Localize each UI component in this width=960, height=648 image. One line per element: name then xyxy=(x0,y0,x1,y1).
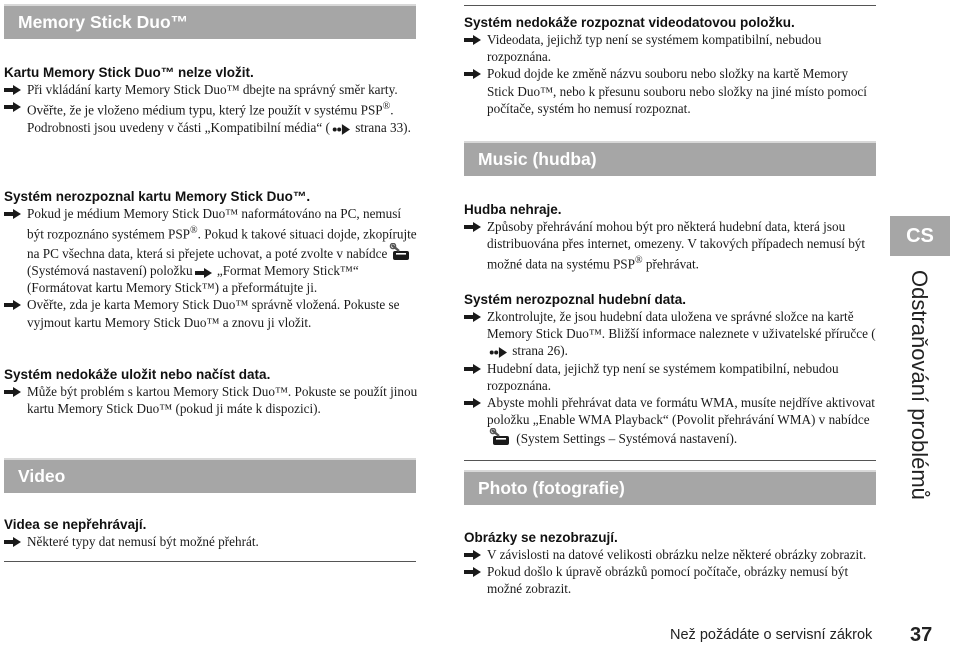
list-item xyxy=(464,394,878,448)
bullet-arrow-icon xyxy=(464,398,481,408)
item-text: „Format Memory Stick™“ (Formátovat kartu Memory Stick™) a přeformátujte ji. xyxy=(27,263,359,296)
item-text: Hudební data, jejichž typ není se systémem kompatibilní, nebudou rozpoznána. xyxy=(487,360,839,393)
band-title: Photo (fotografie) xyxy=(478,478,625,498)
item-text: Pokud dojde ke změně názvu souboru nebo složky na kartě Memory Stick Duo™, nebo k přesunu souboru nebo složky na jiné místo pomocí počítače, systém ho nemusí rozpoznat. xyxy=(487,66,867,116)
list-item xyxy=(464,563,878,597)
bullet-arrow-icon xyxy=(464,550,481,560)
band-title: Memory Stick Duo™ xyxy=(18,12,189,32)
item-text: Způsoby přehrávání mohou být pro některá hudební data, která jsou distribuována přes internet, omezeny. V takových případech nemusí být možné data na systému PSP xyxy=(487,219,866,272)
section-band-video xyxy=(4,458,416,493)
bullet-arrow-icon xyxy=(4,102,21,112)
divider xyxy=(4,561,416,562)
reference-arrow-icon xyxy=(489,347,507,358)
bullet-arrow-icon xyxy=(4,85,21,95)
item-text: Abyste mohli přehrávat data ve formátu WMA, musíte nejdříve aktivovat položku „Enable WMA Playback“ (Povolit přehrávání WMA) v nabídce xyxy=(487,395,875,428)
item-text: Může být problém s kartou Memory Stick Duo™. Pokuste se použít jinou kartu Memory Stick Duo™ (pokud ji máte k dispozici). xyxy=(27,384,418,417)
item-text: Pokud je médium Memory Stick Duo™ naformátováno na PC, nemusí být rozpoznáno systémem PSP xyxy=(27,206,402,242)
section-card-not-recognized xyxy=(4,188,418,331)
list-item xyxy=(464,360,878,394)
item-text: Ověřte, zda je karta Memory Stick Duo™ správně vložená. Pokuste se vyjmout kartu Memory Stick Duo™ a znovu ji vložit. xyxy=(27,297,400,330)
item-text: strana 26). xyxy=(509,343,568,359)
bullet-arrow-icon xyxy=(4,387,21,397)
list-item xyxy=(464,31,878,65)
section-title: Systém nedokáže uložit nebo načíst data. xyxy=(4,367,271,382)
list-item xyxy=(464,546,878,563)
bullet-arrow-icon xyxy=(195,268,212,278)
item-text: Ověřte, že je vloženo médium typu, který lze použít v systému PSP xyxy=(27,102,383,118)
section-title: Obrázky se nezobrazují. xyxy=(464,530,618,545)
section-title: Systém nerozpoznal hudební data. xyxy=(464,292,687,307)
band-title: Video xyxy=(18,466,66,486)
section-card-cannot-insert xyxy=(4,64,418,136)
list-item xyxy=(4,533,418,550)
item-text: V závislosti na datové velikosti obrázku nelze některé obrázky zobrazit. xyxy=(487,547,867,562)
section-band-memory-stick xyxy=(4,4,416,39)
item-text: . Pokud k takové situaci dojde, zkopírujte na PC všechna data, která si přejete uchovat, a poté zvolte v nabídce xyxy=(27,226,417,261)
item-text: Pokud došlo k úpravě obrázků pomocí počítače, obrázky nemusí být možné zobrazit. xyxy=(487,564,849,597)
item-text: Videodata, jejichž typ není se systémem kompatibilní, nebudou rozpoznána. xyxy=(487,32,822,65)
list-item xyxy=(4,205,418,296)
section-title: Hudba nehraje. xyxy=(464,202,562,217)
section-music-data-not-recognized xyxy=(464,291,878,448)
item-text: strana 33). xyxy=(351,119,411,135)
section-band-photo xyxy=(464,470,876,505)
item-text: Některé typy dat nemusí být možné přehrát. xyxy=(27,534,259,549)
item-text: Zkontrolujte, že jsou hudební data uložena ve správné složce na kartě Memory Stick Duo™. Bližší informace naleznete v uživatelské příručce ( xyxy=(487,309,876,342)
page-number: 37 xyxy=(910,624,933,646)
section-title: Videa se nepřehrávají. xyxy=(4,517,147,532)
settings-toolbox-icon xyxy=(389,243,411,261)
item-text: (Systémová nastavení) položku xyxy=(27,263,193,278)
bullet-arrow-icon xyxy=(464,364,481,374)
registered-mark: ® xyxy=(190,225,198,237)
bullet-arrow-icon xyxy=(4,300,21,310)
section-video-item-not-recognized xyxy=(464,14,878,117)
registered-mark: ® xyxy=(382,101,391,113)
bullet-arrow-icon xyxy=(4,537,21,547)
band-title: Music (hudba) xyxy=(478,149,597,169)
item-text: . Podrobnosti jsou uvedeny v části „Kompatibilní média“ ( xyxy=(27,102,394,135)
list-item xyxy=(4,98,418,136)
footer-chapter-text: Než požádáte o servisní zákrok xyxy=(670,627,873,643)
bullet-arrow-icon xyxy=(464,312,481,322)
section-videos-not-playing xyxy=(4,516,418,550)
language-badge: CS xyxy=(890,216,950,256)
section-title: Systém nerozpoznal kartu Memory Stick Duo™. xyxy=(4,189,311,204)
divider xyxy=(464,460,876,461)
section-band-music xyxy=(464,141,876,176)
bullet-arrow-icon xyxy=(464,567,481,577)
section-images-not-displayed xyxy=(464,529,878,598)
list-item xyxy=(464,218,878,273)
item-text: Při vkládání karty Memory Stick Duo™ dbejte na správný směr karty. xyxy=(27,82,398,97)
list-item xyxy=(464,65,878,117)
divider xyxy=(464,5,876,6)
list-item xyxy=(4,383,418,417)
reference-arrow-icon xyxy=(332,124,350,135)
bullet-arrow-icon xyxy=(4,209,21,219)
bullet-arrow-icon xyxy=(464,69,481,79)
list-item xyxy=(4,296,418,330)
list-item xyxy=(4,81,418,98)
section-cannot-save-load xyxy=(4,366,418,417)
settings-toolbox-icon xyxy=(489,428,511,446)
item-text: (System Settings – Systémová nastavení). xyxy=(513,431,738,447)
list-item xyxy=(464,308,878,360)
chapter-title-vertical: Odstraňování problémů xyxy=(907,270,932,500)
section-title: Systém nedokáže rozpoznat videodatovou položku. xyxy=(464,15,795,30)
registered-mark: ® xyxy=(634,255,643,267)
bullet-arrow-icon xyxy=(464,35,481,45)
section-title: Kartu Memory Stick Duo™ nelze vložit. xyxy=(4,65,254,80)
section-music-not-playing xyxy=(464,201,878,273)
bullet-arrow-icon xyxy=(464,222,481,232)
item-text: přehrávat. xyxy=(642,256,699,272)
